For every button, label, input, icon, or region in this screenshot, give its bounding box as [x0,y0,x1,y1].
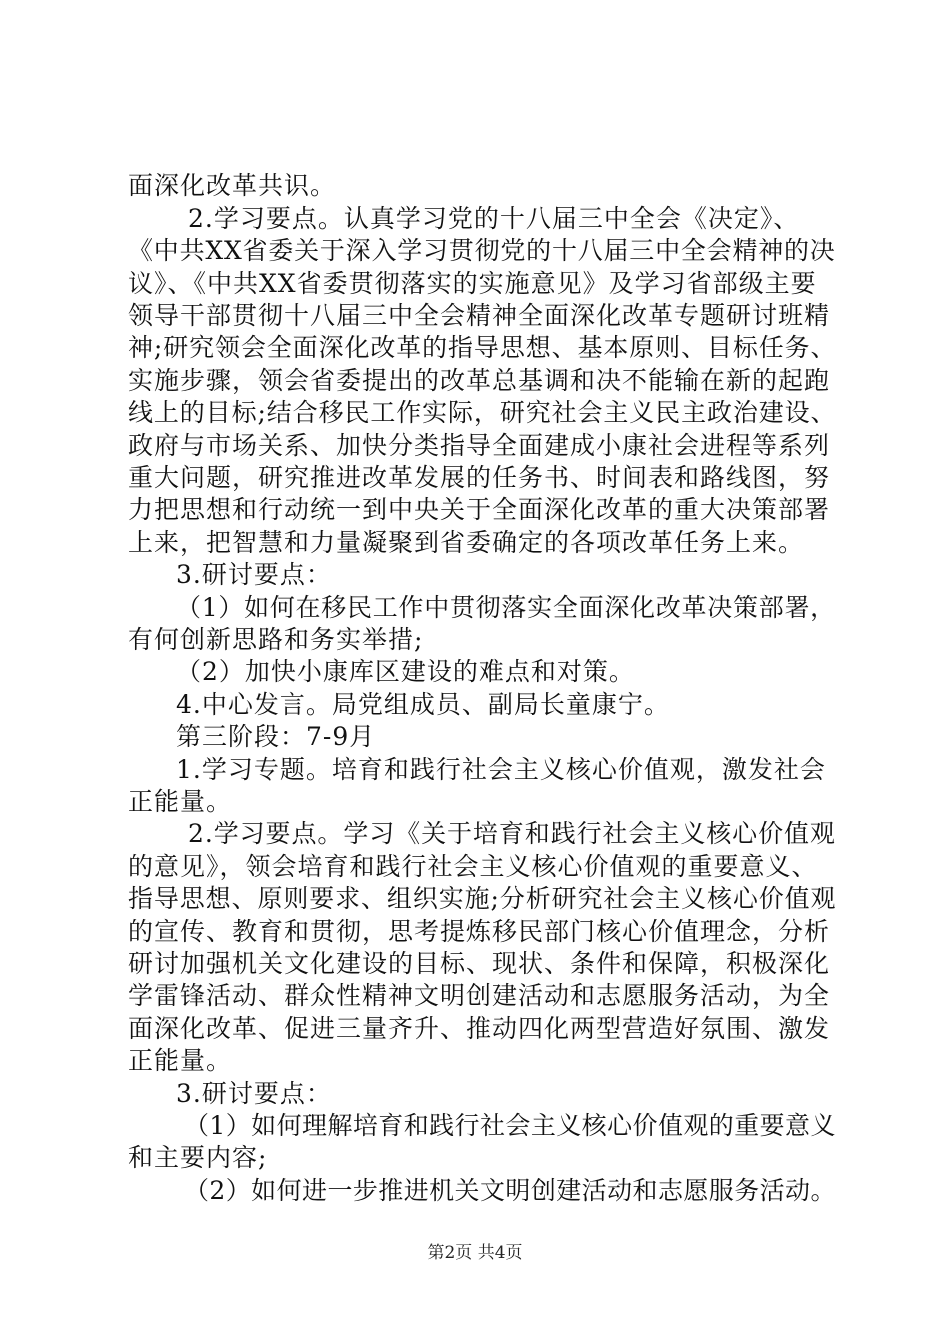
paragraph-line: 力把思想和行动统一到中央关于全面深化改革的重大决策部署 [128,495,831,524]
paragraph-line: 面深化改革共识。 [128,171,337,200]
paragraph-line: 2.学习要点。认真学习党的十八届三中全会《决定》、 [188,204,800,233]
paragraph-line: 议》、《中共XX省委贯彻落实的实施意见》及学习省部级主要 [128,269,817,298]
paragraph-line: 的意见》，领会培育和践行社会主义核心价值观的重要意义、 [128,852,818,881]
paragraph-line: 《中共XX省委关于深入学习贯彻党的十八届三中全会精神的决 [128,236,836,265]
paragraph-line: 神;研究领会全面深化改革的指导思想、基本原则、目标任务、 [128,333,837,362]
paragraph-line: 面深化改革、促进三量齐升、推动四化两型营造好氛围、激发 [128,1014,831,1043]
paragraph-line: 正能量。 [128,787,233,816]
paragraph-line: （1）如何在移民工作中贯彻落实全面深化改革决策部署， [176,593,836,622]
section-heading: 3.研讨要点： [176,1079,332,1108]
paragraph-line: 政府与市场关系、加快分类指导全面建成小康社会进程等系列 [128,431,831,460]
section-heading: 第三阶段：7-9月 [176,722,376,751]
paragraph-line: 的宣传、教育和贯彻，思考提炼移民部门核心价值理念，分析 [128,917,831,946]
paragraph-line: 重大问题，研究推进改革发展的任务书、时间表和路线图，努 [128,463,831,492]
paragraph-line: 实施步骤，领会省委提出的改革总基调和决不能输在新的起跑 [128,366,831,395]
page-footer: 第2页 共4页 [427,1243,523,1263]
paragraph-line: 1.学习专题。培育和践行社会主义核心价值观，激发社会 [176,755,826,784]
paragraph-line: 有何创新思路和务实举措; [128,625,424,654]
paragraph-line: 学雷锋活动、群众性精神文明创建活动和志愿服务活动，为全 [128,981,831,1010]
paragraph-line: 2.学习要点。学习《关于培育和践行社会主义核心价值观 [188,819,836,848]
paragraph-line: 正能量。 [128,1046,233,1075]
paragraph-line: （1）如何理解培育和践行社会主义核心价值观的重要意义 [184,1111,836,1140]
paragraph-line: 线上的目标;结合移民工作实际，研究社会主义民主政治建设、 [128,398,837,427]
paragraph-line: （2）如何进一步推进机关文明创建活动和志愿服务活动。 [184,1176,836,1205]
paragraph-line: 领导干部贯彻十八届三中全会精神全面深化改革专题研讨班精 [128,301,831,330]
paragraph-line: 指导思想、原则要求、组织实施;分析研究社会主义核心价值观 [128,884,837,913]
paragraph-line: 和主要内容; [128,1143,268,1172]
paragraph-line: 研讨加强机关文化建设的目标、现状、条件和保障，积极深化 [128,949,831,978]
paragraph-line: （2）加快小康库区建设的难点和对策。 [176,657,635,686]
section-heading: 3.研讨要点： [176,560,332,589]
paragraph-line: 4.中心发言。局党组成员、副局长童康宁。 [176,690,670,719]
paragraph-line: 上来，把智慧和力量凝聚到省委确定的各项改革任务上来。 [128,528,805,557]
